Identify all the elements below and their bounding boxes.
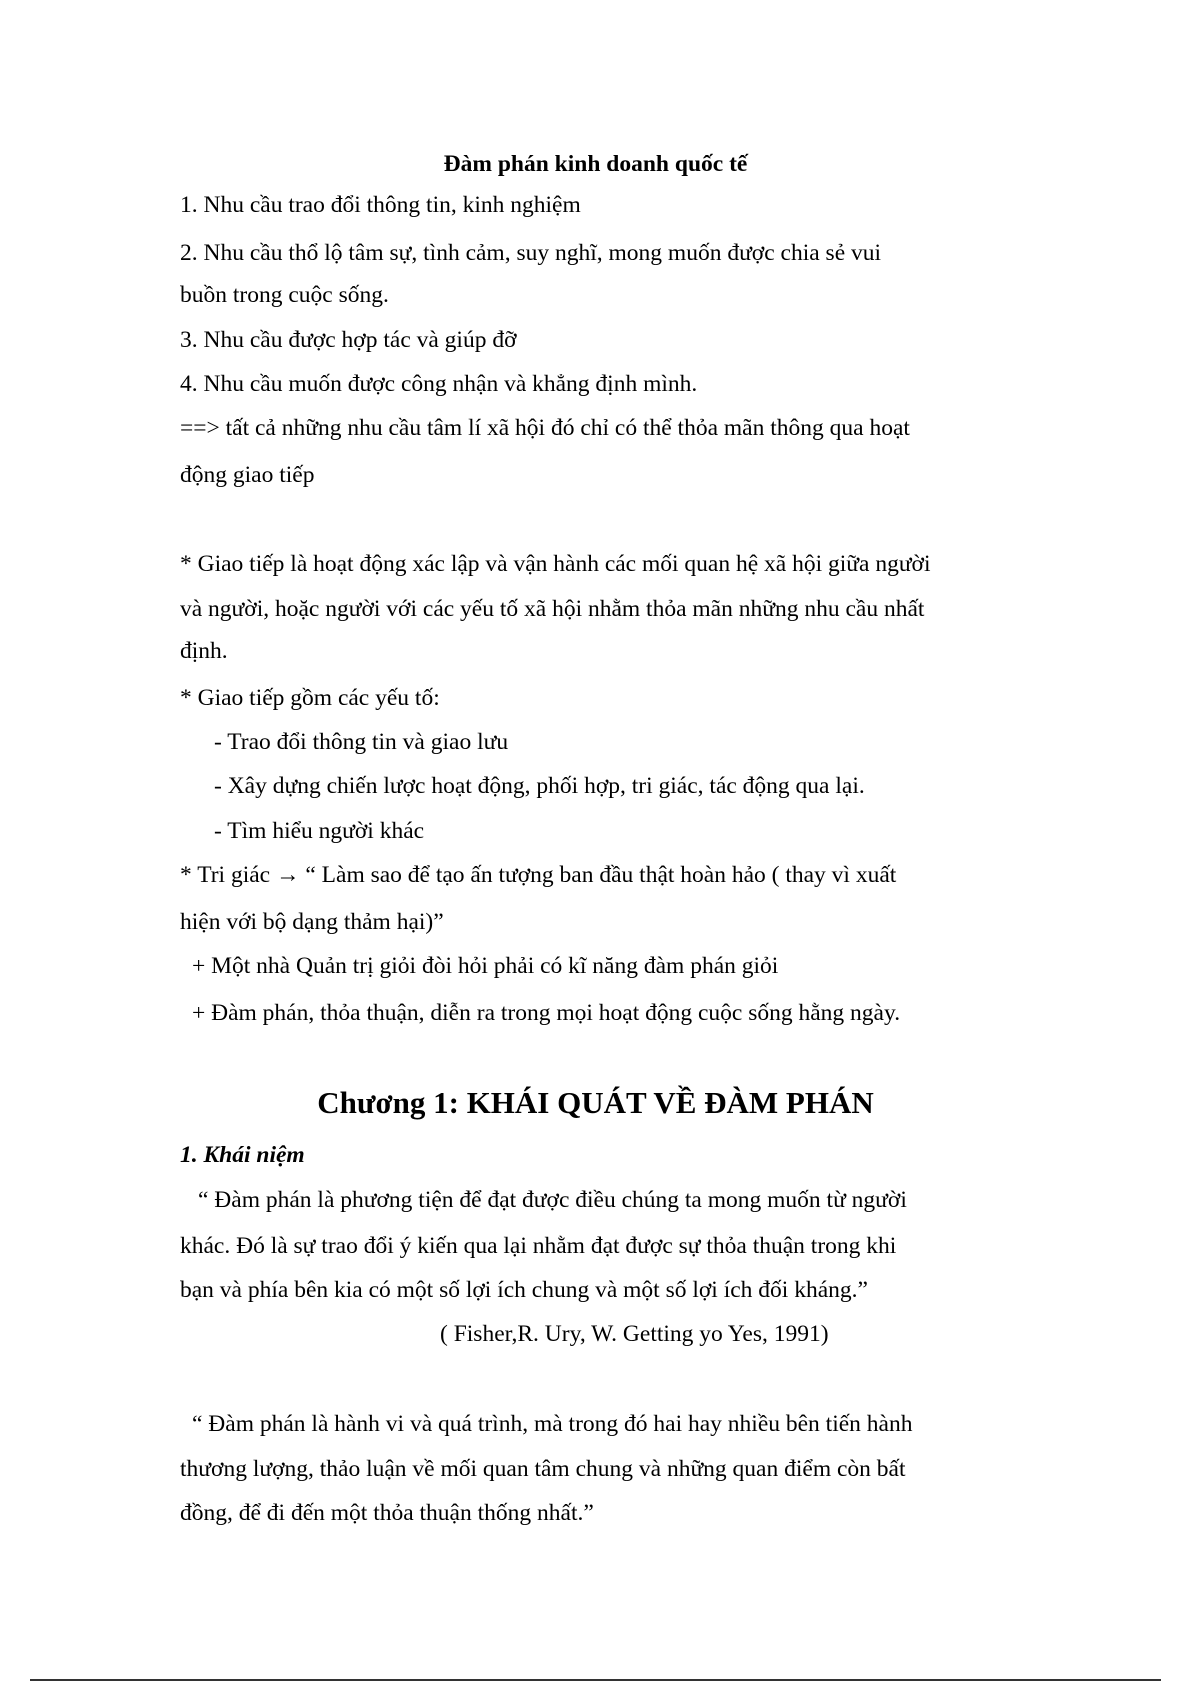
plus-point-2: + Đàm phán, thỏa thuận, diễn ra trong mọi hoạt động cuộc sống hằng ngày. [192,1000,901,1026]
perception-line-1: * Tri giác → “ Làm sao để tạo ấn tượng ban đầu thật hoàn hảo ( thay vì xuất [180,862,897,888]
quote2-line-1: “ Đàm phán là hành vi và quá trình, mà trong đó hai hay nhiều bên tiến hành [192,1411,913,1437]
quote1-line-1: “ Đàm phán là phương tiện để đạt được điều chúng ta mong muốn từ người [198,1187,907,1213]
need-line-1: 1. Nhu cầu trao đổi thông tin, kinh nghiệm [180,192,581,218]
footer-rule [30,1679,1161,1681]
quote2-line-2: thương lượng, thảo luận về mối quan tâm chung và những quan điểm còn bất [180,1456,906,1482]
element-item-1: - Trao đổi thông tin và giao lưu [214,729,509,755]
elements-intro: * Giao tiếp gồm các yếu tố: [180,685,440,711]
element-item-2: - Xây dựng chiến lược hoạt động, phối hợp, tri giác, tác động qua lại. [214,773,865,799]
need-line-2-cont: buồn trong cuộc sống. [180,282,389,308]
element-item-3: - Tìm hiểu người khác [214,818,425,844]
section-title: 1. Khái niệm [180,1142,305,1168]
need-line-3: 3. Nhu cầu được hợp tác và giúp đỡ [180,327,517,353]
conclusion-line-1: ==> tất cả những nhu cầu tâm lí xã hội đó chỉ có thể thỏa mãn thông qua hoạt [180,415,910,441]
citation: ( Fisher,R. Ury, W. Getting yo Yes, 1991) [440,1321,829,1347]
conclusion-line-2: động giao tiếp [180,462,315,488]
quote1-line-3: bạn và phía bên kia có một số lợi ích chung và một số lợi ích đối kháng.” [180,1277,868,1303]
need-line-4: 4. Nhu cầu muốn được công nhận và khẳng định mình. [180,371,698,397]
quote2-line-3: đồng, để đi đến một thỏa thuận thống nhất.” [180,1500,594,1526]
perception-line-2: hiện với bộ dạng thảm hại)” [180,909,444,935]
need-line-2: 2. Nhu cầu thổ lộ tâm sự, tình cảm, suy nghĩ, mong muốn được chia sẻ vui [180,240,882,266]
definition-line-1: * Giao tiếp là hoạt động xác lập và vận hành các mối quan hệ xã hội giữa người [180,551,931,577]
document-title: Đàm phán kinh doanh quốc tế [443,151,748,177]
quote1-line-2: khác. Đó là sự trao đổi ý kiến qua lại nhằm đạt được sự thỏa thuận trong khi [180,1233,897,1259]
chapter-title: Chương 1: KHÁI QUÁT VỀ ĐÀM PHÁN [317,1085,874,1120]
definition-line-2: và người, hoặc người với các yếu tố xã hội nhằm thỏa mãn những nhu cầu nhất [180,596,925,622]
definition-line-3: định. [180,638,228,664]
plus-point-1: + Một nhà Quản trị giỏi đòi hỏi phải có kĩ năng đàm phán giỏi [192,953,779,979]
